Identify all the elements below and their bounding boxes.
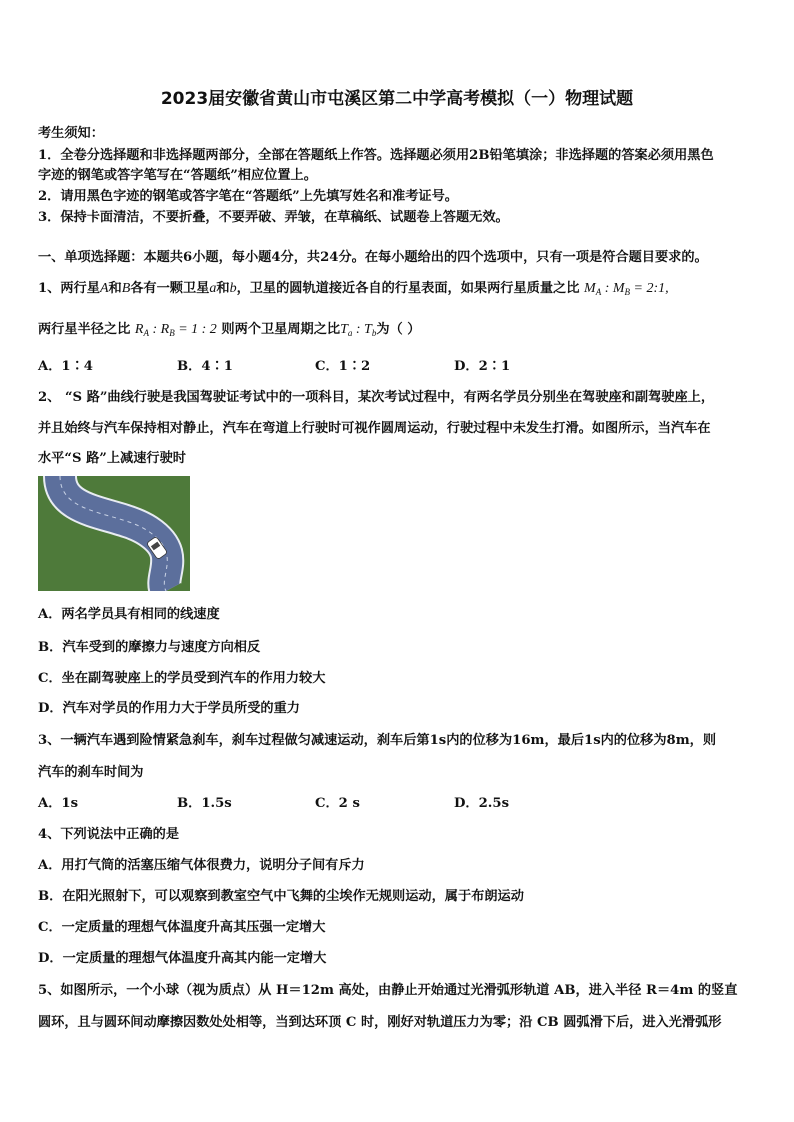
q1-text: ，卫星的圆轨道接近各自的行星表面，如果两行星质量之比 xyxy=(236,281,580,296)
question-3-line: 3、一辆汽车遇到险情紧急刹车，刹车过程做匀减速运动，刹车后第1s内的位移为16m，最后1s内的位移为8m，则 xyxy=(38,733,717,748)
q4-option-c: C．一定质量的理想气体温度升高其压强一定增大 xyxy=(38,920,326,935)
q1-text: 1、两行星 xyxy=(38,281,100,296)
q4-option-b: B．在阳光照射下，可以观察到教室空气中飞舞的尘埃作无规则运动，属于布朗运动 xyxy=(38,889,524,904)
q1-option-a: A．1∶4 xyxy=(38,359,93,374)
q1-var: a xyxy=(209,281,217,296)
q1-var: A xyxy=(99,281,109,296)
question-1-line-2 xyxy=(38,318,758,338)
q1-text: 则两个卫星周期之比 xyxy=(221,322,341,337)
period-ratio-formula: $T_a$ : $T_b$ xyxy=(340,322,377,338)
q1-option-d: D．2∶1 xyxy=(454,359,511,374)
question-4-line: 4、下列说法中正确的是 xyxy=(38,827,180,842)
q1-var: B xyxy=(121,281,131,296)
q1-text: 和 xyxy=(108,281,122,296)
notice-heading: 考生须知： xyxy=(38,126,104,141)
q1-var: b xyxy=(229,281,237,296)
question-3-line: 汽车的刹车时间为 xyxy=(38,765,144,780)
q1-option-c: C．1∶2 xyxy=(315,359,371,374)
q1-text: 各有一颗卫星 xyxy=(130,281,210,296)
radius-ratio-formula: $R_A$ : $R_B = 1$ : 2 xyxy=(134,322,217,338)
q2-option-d: D．汽车对学员的作用力大于学员所受的重力 xyxy=(38,701,300,716)
notice-item: 3．保持卡面清洁，不要折叠，不要弄破、弄皱，在草稿纸、试题卷上答题无效。 xyxy=(38,210,509,225)
question-2-line: 2、 “S 路”曲线行驶是我国驾驶证考试中的一项科目，某次考试过程中，有两名学员分别坐在驾驶座和副驾驶座上， xyxy=(38,390,715,405)
question-1-line-1 xyxy=(38,277,758,297)
question-2-line: 并且始终与汽车保持相对静止，汽车在弯道上行驶时可视作圆周运动，行驶过程中未发生打滑。如图所示，当汽车在 xyxy=(38,421,711,436)
s-road-figure xyxy=(38,476,190,591)
q4-option-d: D．一定质量的理想气体温度升高其内能一定增大 xyxy=(38,951,327,966)
mass-ratio-formula: $M_A$ : $M_B$ = 2:1, xyxy=(584,281,669,297)
question-5-line: 圆环，且与圆环间动摩擦因数处处相等，当到达环顶 C 时，刚好对轨道压力为零；沿 CB 圆弧滑下后，进入光滑弧形 xyxy=(38,1015,722,1030)
q1-text: 两行星半径之比 xyxy=(38,322,131,337)
question-5-line: 5、如图所示，一个小球（视为质点）从 H＝12m 高处，由静止开始通过光滑弧形轨道 AB，进入半径 R＝4m 的竖直 xyxy=(38,983,738,998)
q1-text: 和 xyxy=(216,281,230,296)
q3-option-c: C．2 s xyxy=(315,796,360,811)
page-title: 2023届安徽省黄山市屯溪区第二中学高考模拟（一）物理试题 xyxy=(160,89,634,109)
q4-option-a: A．用打气筒的活塞压缩气体很费力，说明分子间有斥力 xyxy=(38,858,365,873)
notice-item: 字迹的钢笔或答字笔写在“答题纸”相应位置上。 xyxy=(38,168,317,183)
q2-option-a: A．两名学员具有相同的线速度 xyxy=(38,607,220,622)
q3-option-b: B．1.5s xyxy=(177,796,232,811)
q3-option-d: D．2.5s xyxy=(454,796,509,811)
notice-item: 1．全卷分选择题和非选择题两部分，全部在答题纸上作答。选择题必须用2B铅笔填涂；非选择题的答案必须用黑色 xyxy=(38,148,714,163)
q3-option-a: A．1s xyxy=(38,796,79,811)
notice-item: 2．请用黑色字迹的钢笔或答字笔在“答题纸”上先填写姓名和准考证号。 xyxy=(38,189,458,204)
q1-option-b: B．4∶1 xyxy=(177,359,233,374)
q2-option-c: C．坐在副驾驶座上的学员受到汽车的作用力较大 xyxy=(38,671,326,686)
question-2-line: 水平“S 路”上减速行驶时 xyxy=(38,451,186,466)
q2-option-b: B．汽车受到的摩擦力与速度方向相反 xyxy=(38,640,261,655)
section-heading: 一、单项选择题：本题共6小题，每小题4分，共24分。在每小题给出的四个选项中，只有一项是符合题目要求的。 xyxy=(38,250,708,265)
q1-text: 为（ ） xyxy=(376,322,421,337)
